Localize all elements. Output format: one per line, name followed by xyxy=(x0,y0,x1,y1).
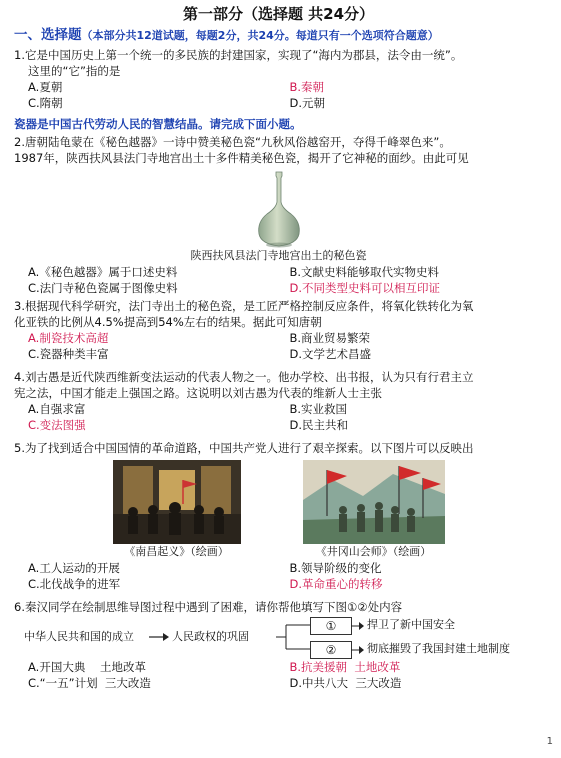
q4-option-b[interactable]: B.实业救国 xyxy=(289,402,348,416)
q2-stem-line1: 2.唐朝陆龟蒙在《秘色越器》一诗中赞美秘色瓷“九秋风俗越窑开，夺得千峰翠色来”。 xyxy=(14,135,451,149)
q2-option-b[interactable]: B.文献史料能够取代实物史料 xyxy=(289,265,440,279)
question-6 xyxy=(14,599,543,691)
section-heading xyxy=(14,26,543,45)
q6-stem-line1: 6.秦汉同学在绘制思维导图过程中遇到了困难，请你帮他填写下图①②处内容 xyxy=(14,600,403,614)
vase-caption: 陕西扶风县法门寺地宫出土的秘色瓷 xyxy=(190,249,367,262)
page-title: 第一部分（选择题 共24分） xyxy=(182,5,375,23)
q3-option-b[interactable]: B.商业贸易繁荣 xyxy=(289,331,371,345)
page-number: 1 xyxy=(546,736,553,747)
q4-option-d[interactable]: D.民主共和 xyxy=(289,418,349,432)
q5-option-a[interactable]: A.工人运动的开展 xyxy=(28,561,120,575)
vase-illustration xyxy=(249,170,309,248)
mind-map-text-2: 彻底摧毁了我国封建土地制度 xyxy=(367,642,510,655)
jinggangshan-caption: 《井冈山会师》（绘画） xyxy=(315,545,432,558)
question-2 xyxy=(14,134,543,296)
question-3 xyxy=(14,298,543,362)
q1-stem-line1: 1.它是中国历史上第一个统一的多民族的封建国家，实现了“海内为郡县，法令由一统”。 xyxy=(14,48,463,62)
q4-stem-line2: 宪之法，中国才能走上强国之路。这说明以刘古愚为代表的维新人士主张 xyxy=(14,386,382,400)
q2-option-c[interactable]: C.法门寺秘色瓷属于图像史料 xyxy=(28,281,178,295)
arrow-right-icon xyxy=(351,621,365,631)
jinggangshan-image xyxy=(303,460,445,544)
question-1 xyxy=(14,47,543,111)
q6-option-d[interactable]: D.中共八大 三大改造 xyxy=(289,676,402,690)
celadon-vase-image xyxy=(14,170,543,248)
mind-map-box-1: ① xyxy=(310,617,352,635)
nanchang-uprising-painting xyxy=(113,460,241,560)
q5-option-b[interactable]: B.领导阶级的变化 xyxy=(289,561,382,575)
question-4 xyxy=(14,369,543,433)
arrow-right-icon xyxy=(351,645,365,655)
q2-stem-line2: 1987年，陕西扶风县法门寺地宫出土十多件精美秘色瓷，揭开了它神秘的面纱。由此可见 xyxy=(14,151,469,165)
q1-option-a[interactable]: A.夏朝 xyxy=(28,80,63,94)
q3-option-d[interactable]: D.文学艺术昌盛 xyxy=(289,347,372,361)
group-intro: 瓷器是中国古代劳动人民的智慧结晶。请完成下面小题。 xyxy=(14,117,302,131)
q6-option-c[interactable]: C.“一五”计划 三大改造 xyxy=(28,676,151,690)
mind-map-middle: 人民政权的巩固 xyxy=(172,630,249,643)
q3-stem-line1: 3.根据现代科学研究，法门寺出土的秘色瓷，是工匠严格控制反应条件，将氧化铁转化为氧 xyxy=(14,299,474,313)
section-note: （本部分共12道试题，每题2分，共24分。每道只有一个选项符合题意） xyxy=(81,29,439,42)
q3-option-a[interactable]: A.制瓷技术高超 xyxy=(28,331,109,345)
q5-option-c[interactable]: C.北伐战争的进军 xyxy=(28,577,121,591)
q2-option-a[interactable]: A.《秘色越器》属于口述史料 xyxy=(28,265,178,279)
q5-option-d[interactable]: D.革命重心的转移 xyxy=(289,577,383,591)
arrow-right-icon xyxy=(149,631,171,643)
q2-option-d[interactable]: D.不同类型史料可以相互印证 xyxy=(289,281,441,295)
nanchang-uprising-image xyxy=(113,460,241,544)
mind-map-box-2: ② xyxy=(310,641,352,659)
q3-stem-line2: 化亚铁的比例从4.5%提高到54%左右的结果。据此可知唐朝 xyxy=(14,315,322,329)
q4-stem-line1: 4.刘古愚是近代陕西维新变法运动的代表人物之一。他办学校、出书报，认为只有行君主立 xyxy=(14,370,474,384)
q3-option-c[interactable]: C.瓷器种类丰富 xyxy=(28,347,109,361)
q4-option-a[interactable]: A.自强求富 xyxy=(28,402,86,416)
q6-option-a[interactable]: A.开国大典 土地改革 xyxy=(28,660,146,674)
q1-option-b[interactable]: B.秦朝 xyxy=(289,80,325,94)
mind-map-left: 中华人民共和国的成立 xyxy=(24,630,134,643)
q5-stem-line1: 5.为了找到适合中国国情的革命道路，中国共产党人进行了艰辛探索。以下图片可以反映出 xyxy=(14,441,474,455)
q6-option-b[interactable]: B.抗美援朝 土地改革 xyxy=(289,660,401,674)
mind-map-text-1: 捍卫了新中国安全 xyxy=(367,618,455,631)
q1-option-d[interactable]: D.元朝 xyxy=(289,96,326,110)
jinggangshan-painting xyxy=(303,460,445,560)
q4-option-c[interactable]: C.变法图强 xyxy=(28,418,86,432)
q1-option-c[interactable]: C.隋朝 xyxy=(28,96,63,110)
nanchang-caption: 《南昌起义》（绘画） xyxy=(124,545,229,558)
bracket-connector xyxy=(276,617,310,657)
section-heading-label: 一、选择题 xyxy=(14,27,82,43)
q1-stem-line2: 这里的“它”指的是 xyxy=(28,64,121,78)
mind-map-diagram xyxy=(14,617,543,657)
question-5 xyxy=(14,440,543,592)
